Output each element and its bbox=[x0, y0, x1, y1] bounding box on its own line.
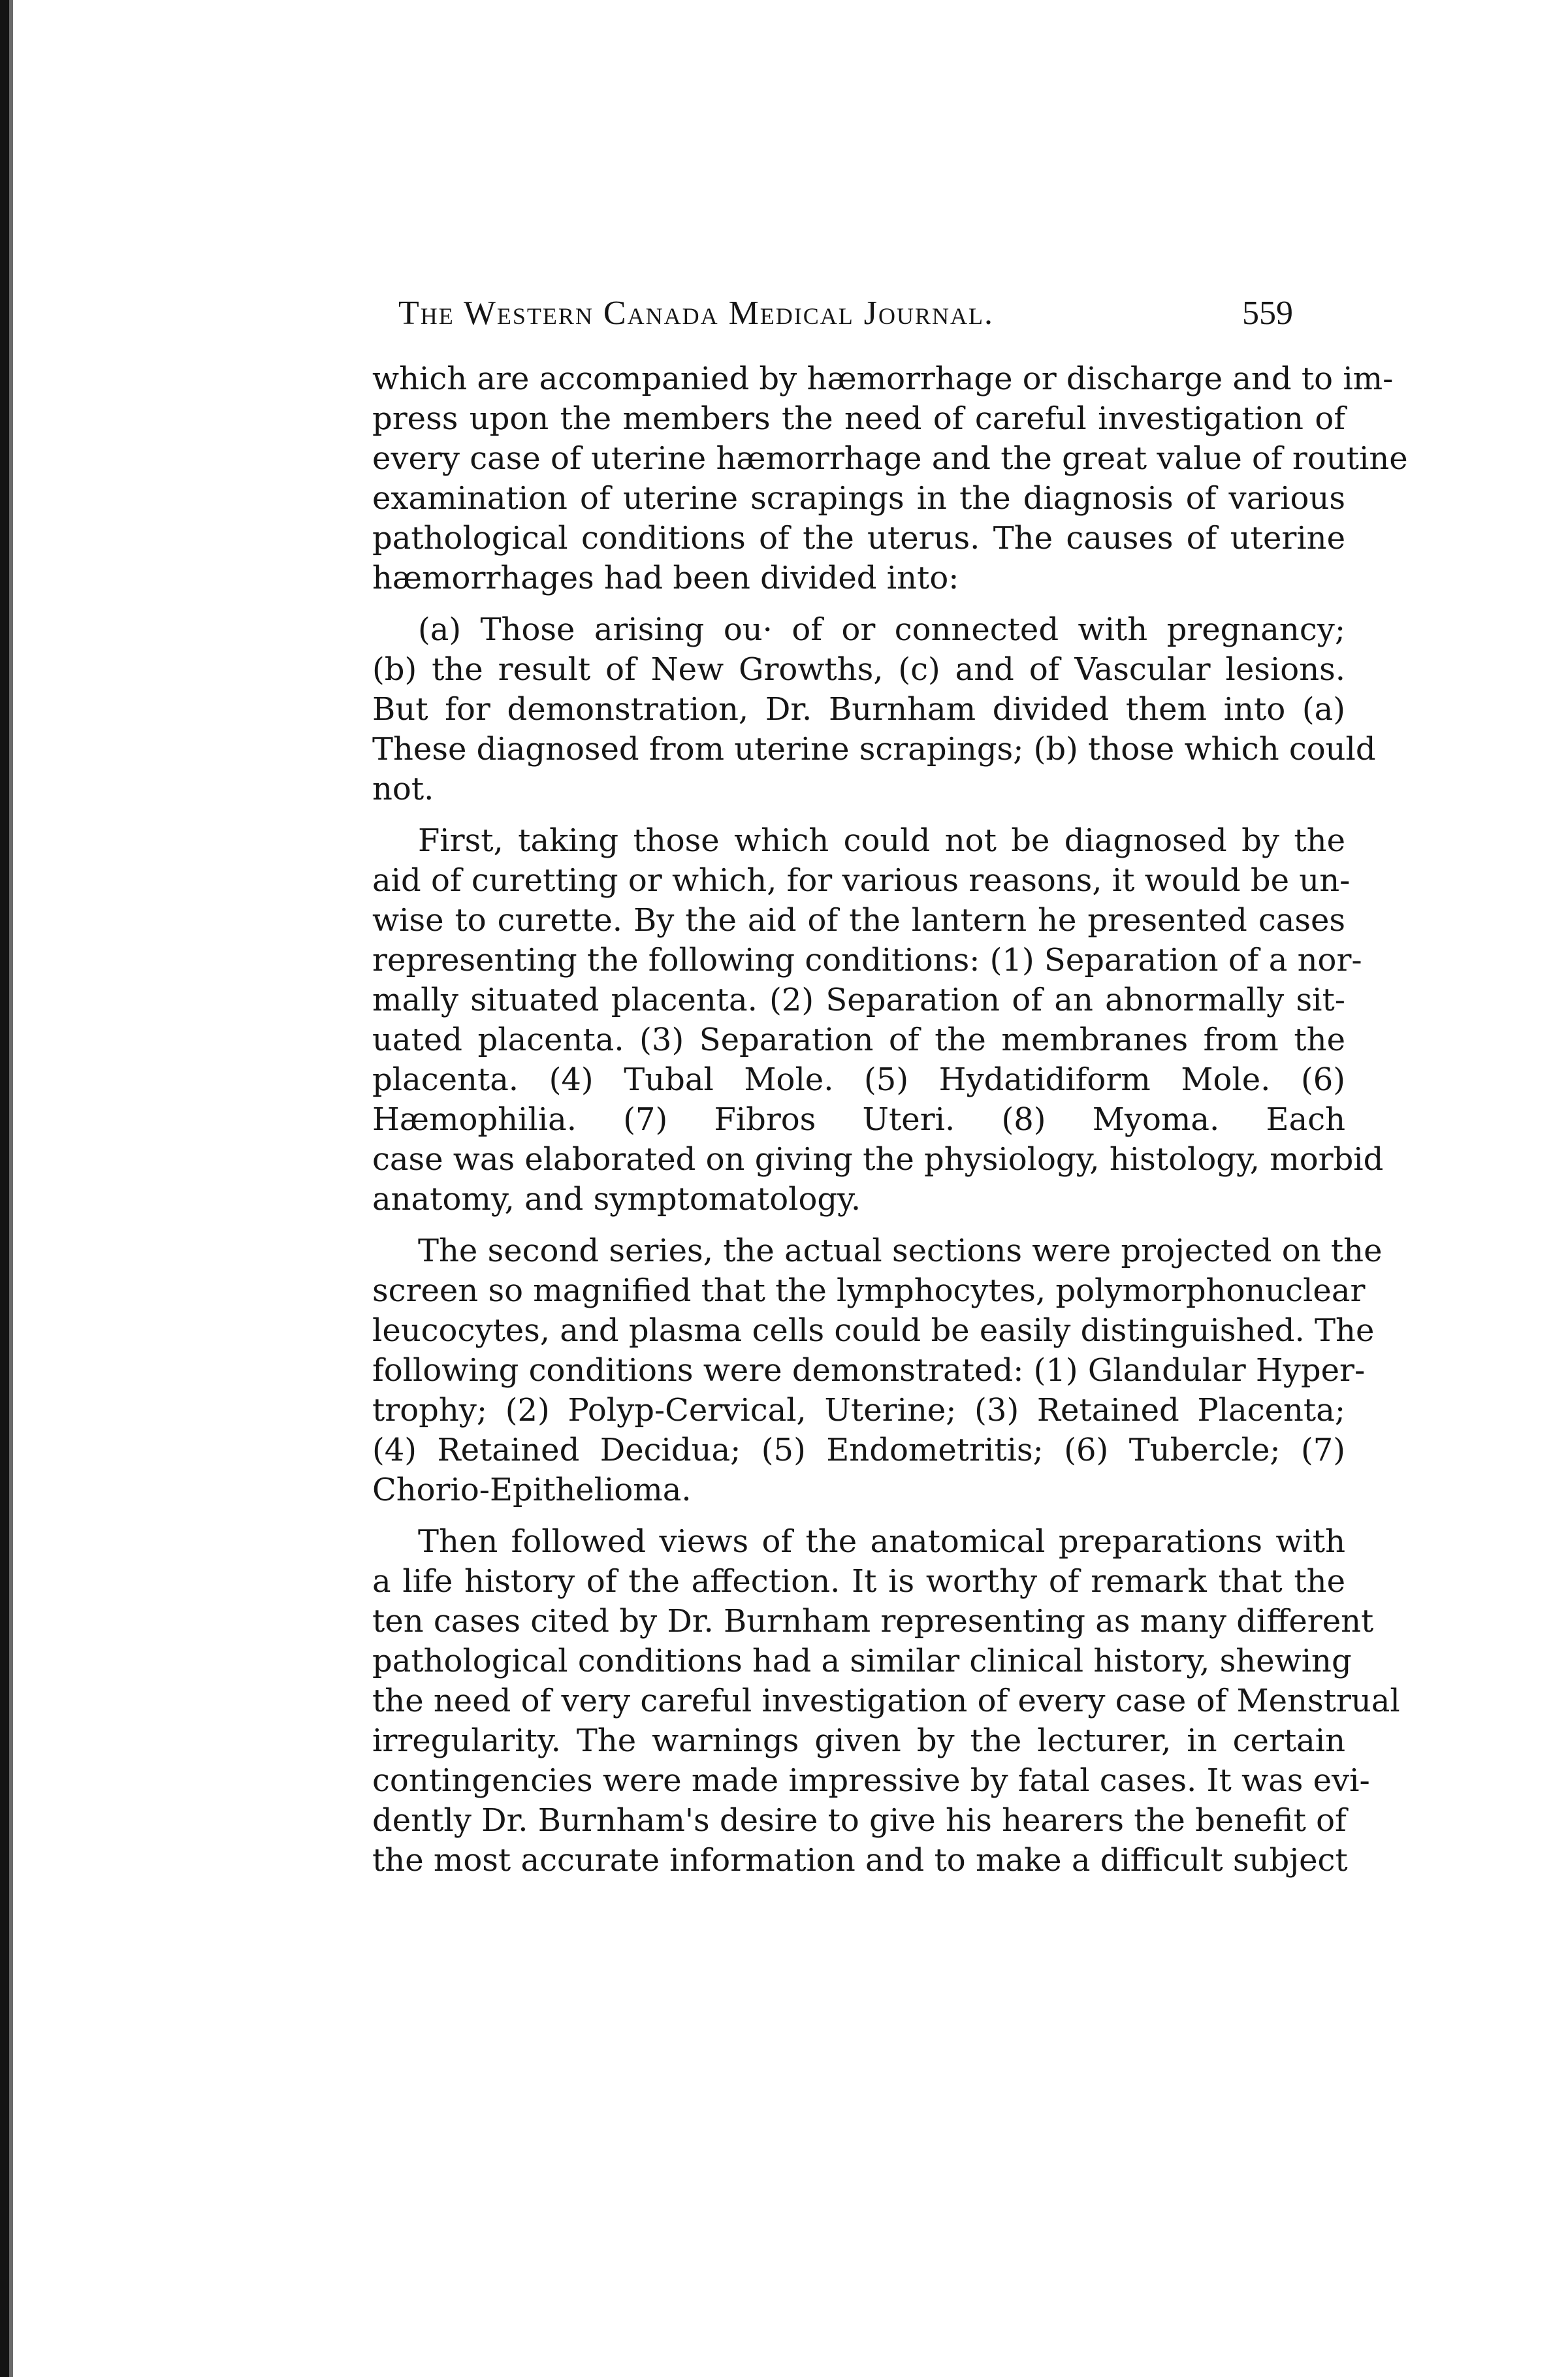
text-line: These diagnosed from uterine scrapings; (b) those which could bbox=[372, 731, 1376, 768]
text-line: (a) Those arising ou· of or connected with pregnancy; bbox=[418, 611, 1345, 648]
text-line: case was elaborated on giving the physiology, histology, morbid bbox=[372, 1141, 1384, 1178]
text-line: aid of curetting or which, for various reasons, it would be un- bbox=[372, 862, 1351, 899]
text-line: Hæmophilia. (7) Fibros Uteri. (8) Myoma. Each bbox=[372, 1101, 1345, 1138]
article-body bbox=[372, 359, 1408, 1881]
running-head bbox=[372, 287, 1345, 340]
text-line: which are accompanied by hæmorrhage or discharge and to im- bbox=[372, 361, 1394, 397]
text-line: leucocytes, and plasma cells could be easily distinguished. The bbox=[372, 1312, 1375, 1349]
text-line: the most accurate information and to make a difficult subject bbox=[372, 1842, 1348, 1879]
text-line: pathological conditions had a similar clinical history, shewing bbox=[372, 1643, 1352, 1679]
text-line: uated placenta. (3) Separation of the membranes from the bbox=[372, 1022, 1345, 1058]
text-line: representing the following conditions: (1) Separation of a nor- bbox=[372, 942, 1362, 978]
text-line: hæmorrhages had been divided into: bbox=[372, 560, 959, 596]
paragraph bbox=[372, 1231, 1383, 1510]
text-line: contingencies were made impressive by fatal cases. It was evi- bbox=[372, 1762, 1370, 1799]
text-line: placenta. (4) Tubal Mole. (5) Hydatidiform Mole. (6) bbox=[372, 1061, 1345, 1098]
text-line: mally situated placenta. (2) Separation of an abnormally sit- bbox=[372, 982, 1345, 1018]
text-line: Then followed views of the anatomical preparations with bbox=[418, 1523, 1345, 1560]
text-line: examination of uterine scrapings in the diagnosis of various bbox=[372, 480, 1345, 517]
text-line: ten cases cited by Dr. Burnham representing as many different bbox=[372, 1603, 1374, 1640]
text-line: trophy; (2) Polyp-Cervical, Uterine; (3) Retained Placenta; bbox=[372, 1392, 1345, 1429]
text-line: press upon the members the need of careful investigation of bbox=[372, 400, 1345, 437]
paragraph bbox=[372, 1522, 1400, 1881]
text-line: anatomy, and symptomatology. bbox=[372, 1181, 861, 1218]
text-line: First, taking those which could not be diagnosed by the bbox=[418, 822, 1345, 859]
text-line: (b) the result of New Growths, (c) and of Vascular lesions. bbox=[372, 651, 1345, 688]
binding-shadow bbox=[9, 0, 13, 2377]
text-line: wise to curette. By the aid of the lantern he presented cases bbox=[372, 902, 1345, 939]
page-number: 559 bbox=[1242, 295, 1293, 332]
text-line: not. bbox=[372, 771, 434, 807]
text-line: a life history of the affection. It is worthy of remark that the bbox=[372, 1563, 1345, 1600]
text-line: every case of uterine hæmorrhage and the great value of routine bbox=[372, 440, 1408, 477]
text-line: (4) Retained Decidua; (5) Endometritis; (6) Tubercle; (7) bbox=[372, 1432, 1345, 1468]
text-line: pathological conditions of the uterus. The causes of uterine bbox=[372, 520, 1345, 557]
text-line: Chorio-Epithelioma. bbox=[372, 1472, 692, 1508]
text-line: irregularity. The warnings given by the lecturer, in certain bbox=[372, 1722, 1345, 1759]
text-line: the need of very careful investigation of every case of Menstrual bbox=[372, 1683, 1400, 1719]
text-line: following conditions were demonstrated: (1) Glandular Hyper- bbox=[372, 1352, 1366, 1389]
paragraph bbox=[372, 610, 1376, 809]
journal-page bbox=[372, 287, 1408, 1881]
paragraph bbox=[372, 821, 1384, 1220]
text-line: dently Dr. Burnham's desire to give his hearers the benefit of bbox=[372, 1802, 1347, 1839]
paragraph bbox=[372, 359, 1408, 598]
text-line: The second series, the actual sections were projected on the bbox=[418, 1233, 1383, 1269]
journal-title: The Western Canada Medical Journal. bbox=[398, 295, 995, 332]
text-line: But for demonstration, Dr. Burnham divided them into (a) bbox=[372, 691, 1345, 728]
binding-edge bbox=[0, 0, 9, 2377]
text-line: screen so magnified that the lymphocytes, polymorphonuclear bbox=[372, 1272, 1366, 1309]
